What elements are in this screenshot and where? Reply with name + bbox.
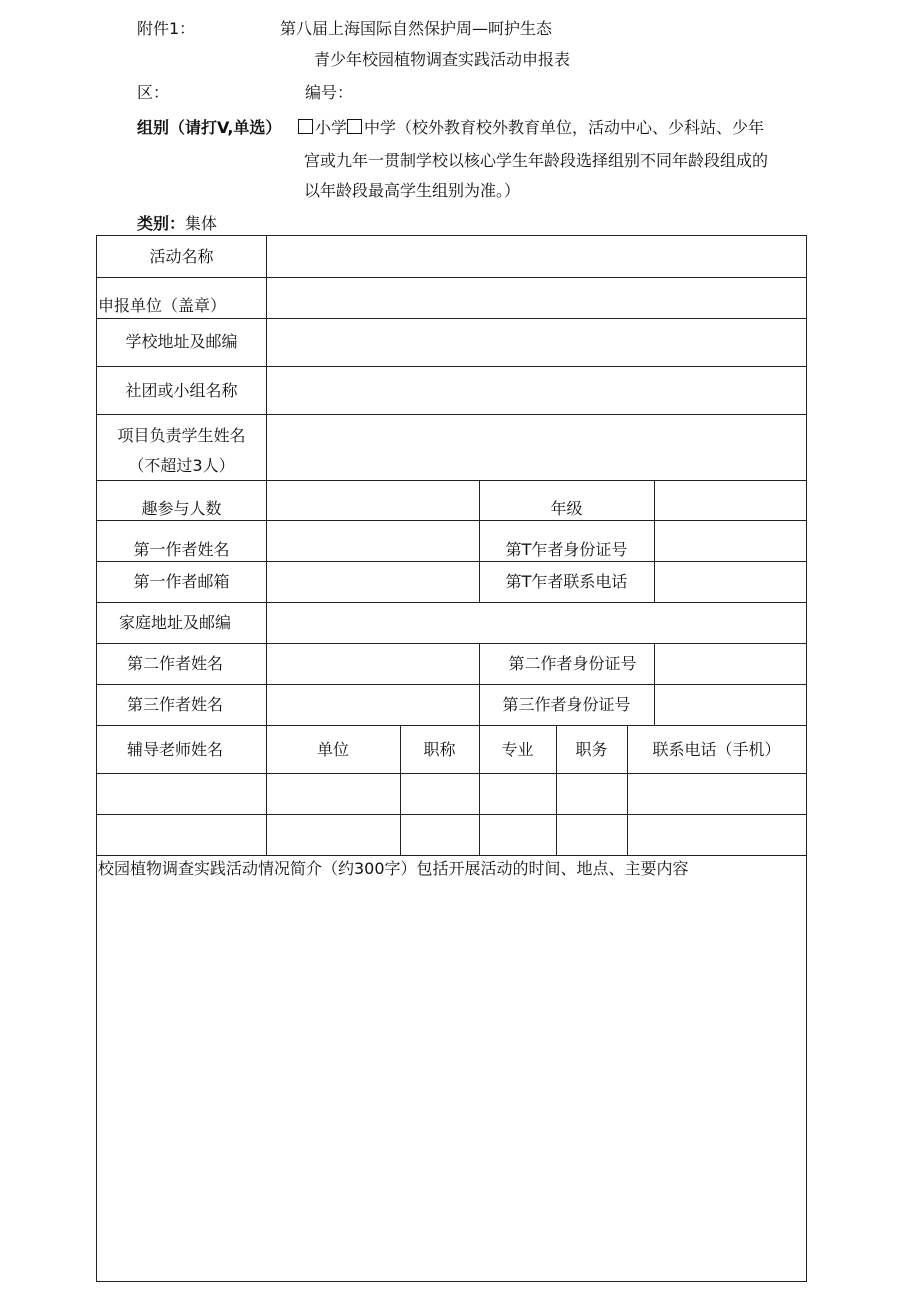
school-address-field[interactable] [267, 319, 806, 366]
district-label: 区： [137, 83, 170, 102]
third-author-name-field[interactable] [267, 685, 479, 725]
grade-field[interactable] [655, 481, 806, 520]
second-author-id-field[interactable] [655, 644, 806, 684]
activity-name-label: 活动名称 [149, 247, 214, 266]
leader-name-label: 项目负责学生姓名 [117, 426, 246, 445]
middle-school-checkbox[interactable] [347, 119, 362, 134]
leader-limit-note: （不超过3人） [128, 456, 235, 475]
applicant-unit-field[interactable] [267, 278, 806, 318]
home-address-label: 家庭地址及邮编 [118, 613, 231, 632]
tutor-unit-label: 单位 [316, 740, 349, 759]
school-address-label: 学校地址及邮编 [125, 332, 238, 351]
second-author-name-field[interactable] [267, 644, 479, 684]
first-author-phone-field[interactable] [655, 562, 806, 602]
club-name-label: 社团或小组名称 [125, 381, 238, 400]
tutor-major-label: 专业 [501, 740, 534, 759]
group-label: 组别（请打V,单选） [137, 118, 282, 137]
club-name-field[interactable] [267, 367, 806, 414]
first-author-email-field[interactable] [267, 562, 479, 602]
first-author-email-label: 第一作者邮箱 [133, 572, 230, 591]
first-author-name-label: 第一作者姓名 [133, 540, 230, 559]
participants-field[interactable] [267, 481, 479, 520]
category-row [137, 211, 217, 234]
home-address-field[interactable] [267, 603, 806, 643]
participants-label: 趣参与人数 [141, 499, 222, 518]
middle-school-option: 中学 [364, 118, 397, 137]
activity-name-field[interactable] [267, 236, 806, 277]
tutor-phone-label: 联系电话（手机） [652, 740, 781, 759]
title-line-1: 第八届上海国际自然保护周—呵护生态 [280, 19, 553, 38]
grade-label: 年级 [550, 499, 583, 518]
summary-field[interactable] [97, 881, 806, 1281]
group-note-1: （校外教育校外教育单位，活动中心、少科站、少年 [396, 118, 765, 137]
application-form-table [96, 235, 807, 1282]
primary-school-option: 小学 [315, 118, 348, 137]
title-line-2: 青少年校园植物调查实践活动申报表 [314, 50, 571, 69]
first-author-name-field[interactable] [267, 521, 479, 561]
applicant-unit-label: 申报单位（盖章） [98, 296, 227, 315]
leader-name-field[interactable] [267, 415, 806, 480]
second-author-name-label: 第二作者姓名 [126, 654, 223, 673]
number-label: 编号： [305, 83, 354, 102]
first-author-phone-label: 第T乍者联系电话 [505, 572, 628, 591]
group-note-2: 宫或九年一贯制学校以核心学生年龄段选择组别不同年龄段组成的 [304, 151, 769, 170]
third-author-id-field[interactable] [655, 685, 806, 725]
group-note-3: 以年龄段最高学生组别为准。） [304, 181, 521, 200]
category-label: 类别： [137, 214, 186, 233]
category-value: 集体 [185, 214, 218, 233]
summary-prompt: 校园植物调查实践活动情况简介（约300字）包括开展活动的时间、地点、主要内容 [98, 859, 689, 878]
tutor-title-label: 职称 [423, 740, 456, 759]
second-author-id-label: 第二作者身份证号 [508, 654, 637, 673]
primary-school-checkbox[interactable] [298, 119, 313, 134]
tutor-position-label: 职务 [575, 740, 608, 759]
first-author-id-field[interactable] [655, 521, 806, 561]
first-author-id-label: 第T乍者身份证号 [505, 540, 628, 559]
group-options [298, 115, 764, 138]
third-author-name-label: 第三作者姓名 [126, 695, 223, 714]
attachment-label: 附件1： [137, 19, 196, 38]
third-author-id-label: 第三作者身份证号 [502, 695, 631, 714]
tutor-name-label: 辅导老师姓名 [126, 740, 223, 759]
